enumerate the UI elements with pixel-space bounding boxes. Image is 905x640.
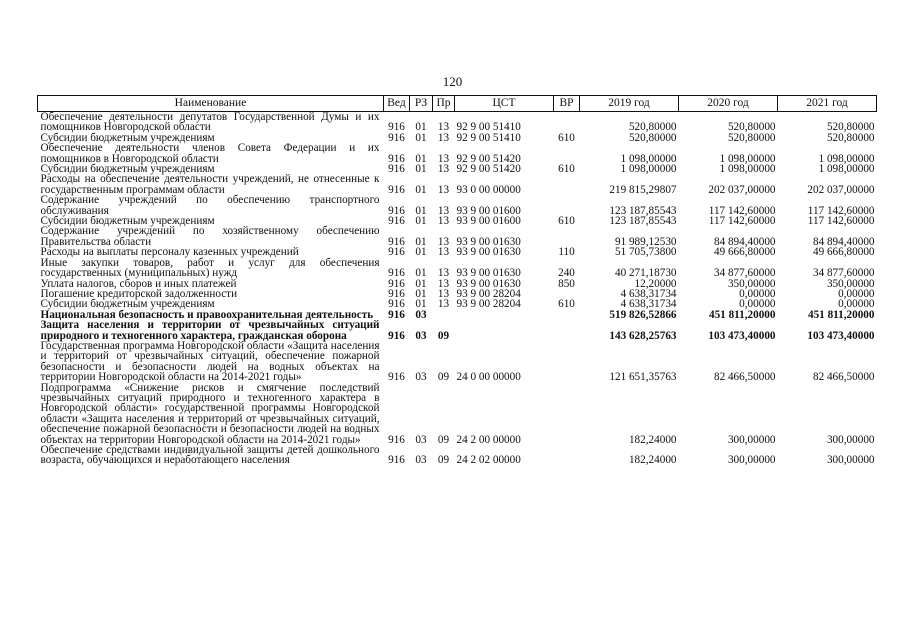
cell-vr: 610 [558, 298, 575, 311]
cell-2019: 123 187,85543 [609, 215, 677, 228]
cell-rz: 01 [415, 287, 427, 300]
cell-2020: 202 037,00000 [708, 183, 776, 196]
cell-name: Расходы на выплаты персоналу казенных учреждений [40, 246, 299, 259]
table-row [38, 341, 877, 383]
cell-2021: 300,00000 [826, 454, 875, 467]
cell-2021: 103 473,40000 [807, 329, 875, 342]
cell-ved: 916 [388, 308, 405, 321]
cell-2021: 49 666,80000 [812, 246, 875, 259]
cell-cst: 92 9 00 51420 [456, 152, 521, 165]
cell-name: Государственная программа Новгородской области «Защита населения и территорий от чрезвычайных ситуаций, обеспечение пожарной безопасности и безопасности людей на водных объектах на территории Новгородской области на 2014-2021 годы» [40, 339, 380, 384]
cell-cst [455, 310, 554, 320]
cell-name: Подпрограмма «Снижение рисков и смягчение последствий чрезвычайных ситуаций природного и техногенного характера в Новгородской области» государственной программы Новгородской области «Защита населения и территорий от чрезвычайных ситуаций, обеспечение пожарной безопасности и безопасности людей на водных объектах на территории Новгородской области на 2014-2021 годы» [40, 381, 380, 446]
cell-cst [455, 320, 554, 341]
cell-pr: 13 [437, 152, 450, 165]
cell-ved: 916 [388, 215, 405, 228]
cell-rz: 01 [415, 298, 427, 311]
cell-name: Субсидии бюджетным учреждениям [40, 163, 215, 176]
table-row [38, 143, 877, 164]
cell-pr: 13 [437, 215, 450, 228]
cell-vr: 610 [558, 215, 575, 228]
cell-rz: 01 [415, 235, 427, 248]
table-row [38, 195, 877, 216]
table-row [38, 258, 877, 279]
cell-2021: 0,00000 [838, 287, 875, 300]
cell-ved: 916 [388, 454, 405, 467]
cell-ved: 916 [388, 246, 405, 259]
header-pr: Пр [433, 96, 455, 112]
cell-rz: 03 [415, 329, 427, 342]
cell-vr [554, 320, 580, 341]
cell-ved: 916 [388, 371, 405, 384]
cell-vr [554, 143, 580, 164]
cell-pr: 13 [437, 121, 450, 134]
cell-name: Субсидии бюджетным учреждениям [40, 131, 215, 144]
cell-vr [554, 383, 580, 445]
table-row [38, 320, 877, 341]
cell-rz: 01 [415, 183, 427, 196]
cell-cst: 93 9 00 01600 [456, 215, 521, 228]
cell-name: Уплата налогов, сборов и иных платежей [40, 277, 237, 290]
cell-cst: 93 9 00 01630 [456, 267, 521, 280]
cell-vr: 240 [558, 267, 575, 280]
cell-2020: 520,80000 [727, 131, 776, 144]
cell-cst: 24 0 00 00000 [456, 371, 521, 384]
cell-ved: 916 [388, 152, 405, 165]
cell-pr: 09 [437, 433, 450, 446]
cell-2021: 451 811,20000 [807, 308, 875, 321]
cell-pr: 13 [437, 246, 450, 259]
header-cst: ЦСТ [455, 96, 554, 112]
header-vr: ВР [554, 96, 580, 112]
cell-ved: 916 [388, 204, 405, 217]
cell-vr [554, 341, 580, 383]
cell-2020: 0,00000 [739, 298, 776, 311]
cell-2020: 1 098,00000 [719, 163, 776, 176]
cell-name: Защита населения и территории от чрезвычайных ситуаций природного и техногенного характера, гражданская оборона [40, 319, 380, 342]
cell-2021: 82 466,50000 [812, 371, 875, 384]
cell-cst: 93 9 00 28204 [456, 287, 521, 300]
cell-2021: 1 098,00000 [818, 152, 875, 165]
cell-rz: 03 [415, 433, 427, 446]
cell-2019: 4 638,31734 [620, 298, 677, 311]
cell-2020: 84 894,40000 [713, 235, 776, 248]
cell-rz: 03 [415, 371, 427, 384]
cell-2019: 143 628,25763 [609, 329, 677, 342]
table-row [38, 174, 877, 195]
cell-2020: 451 811,20000 [708, 308, 776, 321]
cell-2019: 182,24000 [628, 454, 677, 467]
cell-2019: 4 638,31734 [620, 287, 677, 300]
cell-2020: 1 098,00000 [719, 152, 776, 165]
cell-pr: 13 [437, 287, 450, 300]
cell-cst: 93 9 00 01630 [456, 246, 521, 259]
cell-rz: 01 [415, 131, 427, 144]
cell-2021: 117 142,60000 [807, 204, 875, 217]
cell-rz: 01 [415, 215, 427, 228]
cell-ved: 916 [388, 131, 405, 144]
cell-rz: 03 [415, 308, 427, 321]
cell-rz: 01 [415, 277, 427, 290]
cell-2019: 1 098,00000 [620, 163, 677, 176]
cell-cst: 93 0 00 00000 [456, 183, 521, 196]
cell-vr: 850 [558, 277, 575, 290]
cell-2019: 91 989,12530 [614, 235, 677, 248]
cell-ved: 916 [388, 267, 405, 280]
cell-ved: 916 [388, 183, 405, 196]
cell-cst: 93 9 00 01600 [456, 204, 521, 217]
cell-pr: 13 [437, 277, 450, 290]
cell-2020: 350,00000 [727, 277, 776, 290]
cell-vr [554, 195, 580, 216]
cell-cst: 24 2 02 00000 [456, 454, 521, 467]
cell-ved: 916 [388, 235, 405, 248]
table-row [38, 383, 877, 445]
cell-ved: 916 [388, 298, 405, 311]
header-ved: Вед [384, 96, 410, 112]
cell-ved: 916 [388, 121, 405, 134]
cell-2021: 520,80000 [826, 131, 875, 144]
cell-cst: 93 9 00 01630 [456, 277, 521, 290]
cell-cst: 93 9 00 01630 [456, 235, 521, 248]
cell-2020: 117 142,60000 [708, 204, 776, 217]
cell-2019: 40 271,18730 [614, 267, 677, 280]
cell-vr: 110 [558, 246, 575, 259]
cell-pr: 09 [437, 454, 450, 467]
cell-name: Содержание учреждений по обеспечению транспортного обслуживания [40, 194, 380, 217]
cell-vr [554, 226, 580, 247]
cell-cst: 24 2 00 00000 [456, 433, 521, 446]
cell-pr: 09 [437, 371, 450, 384]
cell-ved: 916 [388, 287, 405, 300]
cell-ved: 916 [388, 329, 405, 342]
cell-2019: 51 705,73800 [614, 246, 677, 259]
cell-ved: 916 [388, 277, 405, 290]
header-2020: 2020 год [679, 96, 778, 112]
cell-2021: 1 098,00000 [818, 163, 875, 176]
cell-ved: 916 [388, 433, 405, 446]
header-2019: 2019 год [580, 96, 679, 112]
cell-2020: 117 142,60000 [708, 215, 776, 228]
cell-2019: 520,80000 [628, 121, 677, 134]
cell-2019: 121 651,35763 [609, 371, 677, 384]
cell-rz: 01 [415, 246, 427, 259]
cell-name: Расходы на обеспечение деятельности учреждений, не отнесенные к государственным программам области [40, 173, 380, 196]
cell-2019: 123 187,85543 [609, 204, 677, 217]
cell-2020: 520,80000 [727, 121, 776, 134]
cell-2020: 103 473,40000 [708, 329, 776, 342]
cell-vr: 610 [558, 131, 575, 144]
cell-2019: 12,20000 [634, 277, 677, 290]
cell-2021: 202 037,00000 [807, 183, 875, 196]
cell-pr: 13 [437, 183, 450, 196]
cell-vr [554, 112, 580, 133]
header-name: Наименование [38, 96, 384, 112]
cell-2019: 519 826,52866 [609, 308, 677, 321]
cell-2019: 520,80000 [628, 131, 677, 144]
page-number: 120 [442, 74, 463, 89]
cell-2021: 520,80000 [826, 121, 875, 134]
cell-rz: 01 [415, 267, 427, 280]
cell-name: Погашение кредиторской задолженности [40, 287, 238, 300]
header-rz: РЗ [410, 96, 433, 112]
cell-rz: 01 [415, 163, 427, 176]
cell-2021: 84 894,40000 [812, 235, 875, 248]
cell-vr: 610 [558, 163, 575, 176]
cell-name: Субсидии бюджетным учреждениям [40, 215, 215, 228]
table-header-row [38, 96, 877, 112]
cell-pr: 13 [437, 235, 450, 248]
table-row [38, 226, 877, 247]
cell-pr: 13 [437, 131, 450, 144]
cell-rz: 01 [415, 204, 427, 217]
cell-vr [554, 445, 580, 466]
cell-2020: 34 877,60000 [713, 267, 776, 280]
cell-name: Содержание учреждений по хозяйственному обеспечению Правительства области [40, 225, 380, 248]
table-row [38, 445, 877, 466]
cell-2019: 1 098,00000 [620, 152, 677, 165]
cell-2021: 117 142,60000 [807, 215, 875, 228]
cell-pr: 13 [437, 298, 450, 311]
cell-2020: 300,00000 [727, 433, 776, 446]
cell-2021: 34 877,60000 [812, 267, 875, 280]
cell-rz: 01 [415, 121, 427, 134]
cell-2019: 182,24000 [628, 433, 677, 446]
cell-name: Обеспечение деятельности членов Совета Федерации и их помощников в Новгородской области [40, 142, 380, 165]
header-2021: 2021 год [778, 96, 877, 112]
cell-2021: 300,00000 [826, 433, 875, 446]
cell-vr [554, 174, 580, 195]
cell-pr: 13 [437, 267, 450, 280]
cell-rz: 03 [415, 454, 427, 467]
cell-2020: 49 666,80000 [713, 246, 776, 259]
cell-name: Обеспечение деятельности депутатов Государственной Думы и их помощников Новгородской области [40, 111, 380, 134]
cell-cst: 92 9 00 51420 [456, 163, 521, 176]
cell-rz: 01 [415, 152, 427, 165]
cell-name: Национальная безопасность и правоохранительная деятельность [40, 308, 374, 321]
cell-name: Субсидии бюджетным учреждениям [40, 298, 215, 311]
cell-2020: 82 466,50000 [713, 371, 776, 384]
cell-pr: 13 [437, 204, 450, 217]
cell-pr [433, 310, 455, 320]
cell-2021: 350,00000 [826, 277, 875, 290]
cell-cst: 93 9 00 28204 [456, 298, 521, 311]
cell-name: Иные закупки товаров, работ и услуг для обеспечения государственных (муниципальных) нужд [40, 256, 380, 280]
cell-2020: 300,00000 [727, 454, 776, 467]
cell-ved: 916 [388, 163, 405, 176]
cell-2020: 0,00000 [739, 287, 776, 300]
cell-cst: 92 9 00 51410 [456, 121, 521, 134]
cell-pr: 09 [437, 329, 450, 342]
cell-name: Обеспечение средствами индивидуальной защиты детей дошкольного возраста, обучающихся и неработающего населения [40, 444, 380, 467]
cell-2021: 0,00000 [838, 298, 875, 311]
cell-2019: 219 815,29807 [609, 183, 677, 196]
cell-vr [554, 310, 580, 320]
cell-cst: 92 9 00 51410 [456, 131, 521, 144]
budget-table [37, 95, 877, 466]
cell-pr: 13 [437, 163, 450, 176]
table-row [38, 112, 877, 133]
